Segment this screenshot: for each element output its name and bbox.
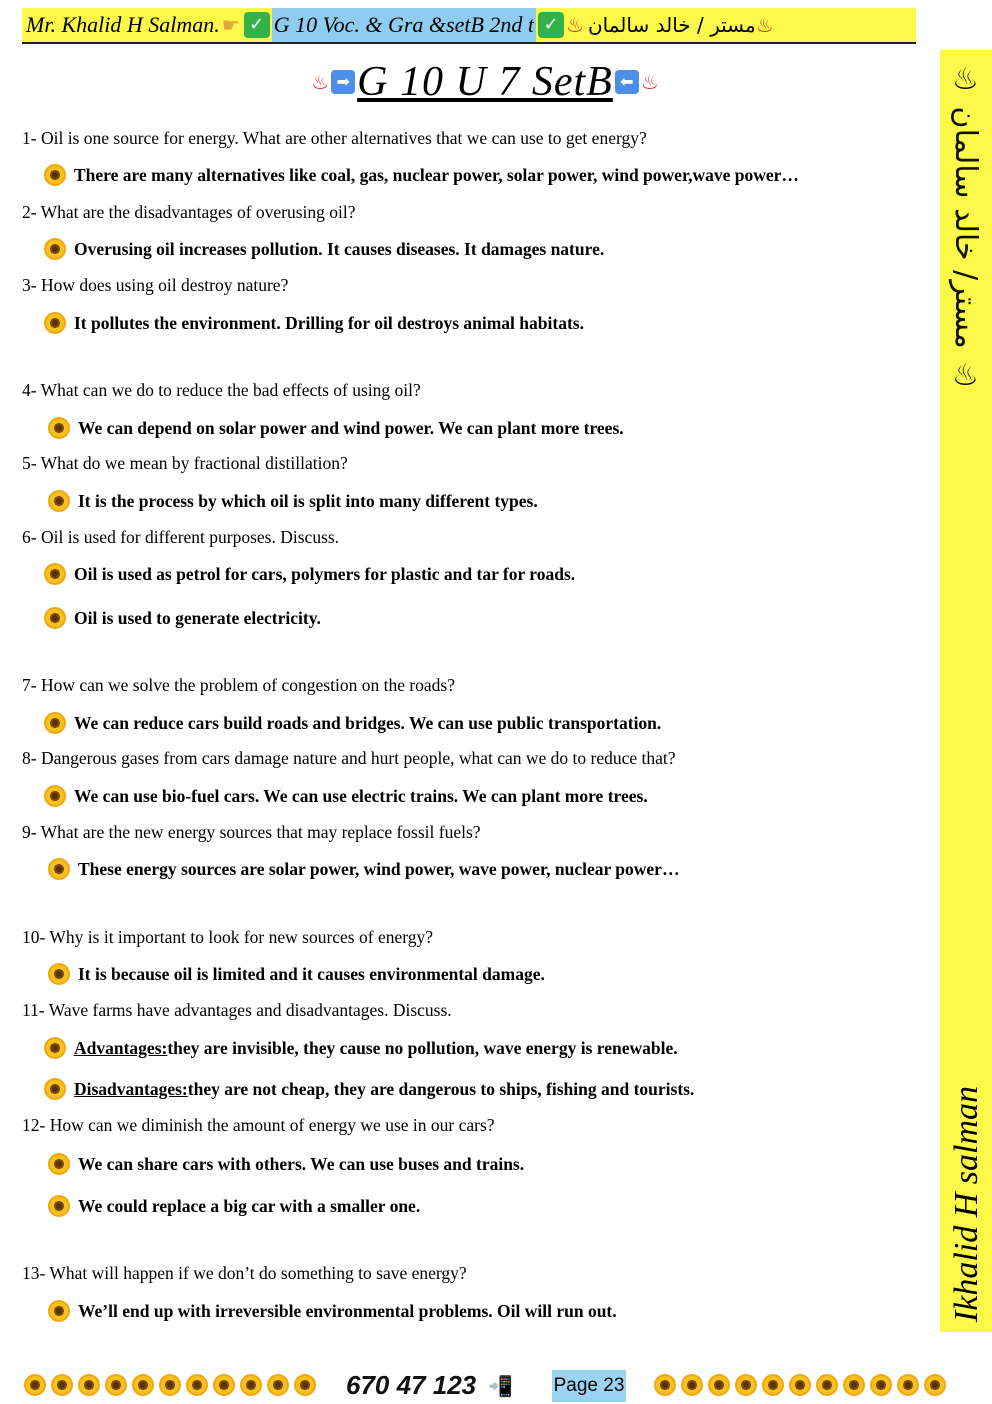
mobile-phone-arrow-icon: 📲 [488,1374,513,1398]
check-icon: ✓ [244,12,270,38]
phone-number: 670 47 123 [346,1370,477,1400]
sunflower-icon [44,712,66,734]
sunflower-icon [44,607,66,629]
question: 6- Oil is used for different purposes. Discuss. [22,527,340,547]
answer: It is because oil is limited and it causes environmental damage. [48,963,545,985]
sunflower-icon [870,1374,892,1396]
sunflower-icon [44,238,66,260]
sunflower-icon [48,1153,70,1175]
answer: Advantages: they are invisible, they cause no pollution, wave energy is renewable. [44,1037,678,1059]
sunflower-icon [48,963,70,985]
qa-item [22,527,339,548]
question: 2- What are the disadvantages of overusing oil? [22,202,356,222]
sunflower-icon [132,1374,154,1396]
sunflower-icon [48,490,70,512]
sunflower-icon [48,858,70,880]
qa-item [22,202,356,223]
answer: Oil is used as petrol for cars, polymers for plastic and tar for roads. [44,563,575,585]
question: 5- What do we mean by fractional distillation? [22,453,348,473]
sidebar-arabic-name: ♨ مستر/ خالد سالمان ♨ [948,62,983,394]
sidebar-author-name: Ikhalid H salman [948,1085,985,1322]
page-number: Page 23 [552,1370,626,1402]
sunflower-icon [48,417,70,439]
qa-item [22,822,481,843]
question: 12- How can we diminish the amount of energy we use in our cars? [22,1115,495,1135]
sunflower-icon [44,312,66,334]
sunflower-icon [240,1374,262,1396]
left-arrow-icon: ⬅ [615,70,639,94]
answer: Oil is used to generate electricity. [44,607,321,629]
qa-item [22,128,647,149]
answer: We could replace a big car with a smaller one. [48,1195,420,1217]
answer: Disadvantages: they are not cheap, they are dangerous to ships, fishing and tourists. [44,1078,694,1100]
sunflower-row-left [24,1374,321,1396]
question: 1- Oil is one source for energy. What are other alternatives that we can use to get energy? [22,128,647,148]
hot-springs-icon: ♨ [311,70,330,94]
sunflower-row-right [654,1374,951,1396]
question: 11- Wave farms have advantages and disadvantages. Discuss. [22,1000,452,1020]
sunflower-icon [762,1374,784,1396]
sunflower-icon [681,1374,703,1396]
answer: These energy sources are solar power, wind power, wave power, nuclear power… [48,858,679,880]
sunflower-icon [44,785,66,807]
answer: We can share cars with others. We can use buses and trains. [48,1153,524,1175]
question: 7- How can we solve the problem of congestion on the roads? [22,675,456,695]
hot-springs-icon: ♨ [566,13,584,37]
hot-springs-icon: ♨ [640,70,659,94]
question: 8- Dangerous gases from cars damage nature and hurt people, what can we do to reduce that? [22,748,676,768]
header-author: Mr. Khalid H Salman. [26,12,220,37]
header-arabic-name: مستر / خالد سالمان [587,13,756,37]
qa-item [22,1115,495,1136]
header-course: G 10 Voc. & Gra &setB 2nd t [272,8,536,42]
advantages-label: Advantages: [74,1037,168,1058]
qa-item [22,927,433,948]
right-sidebar [940,50,992,1332]
answer: It is the process by which oil is split into many different types. [48,490,538,512]
header-bar [22,8,916,44]
answer: We’ll end up with irreversible environmental problems. Oil will run out. [48,1300,617,1322]
qa-item [22,675,455,696]
sunflower-icon [44,1037,66,1059]
qa-item [22,1000,452,1021]
sunflower-icon [48,1195,70,1217]
page-title [270,58,700,106]
sunflower-icon [78,1374,100,1396]
sunflower-icon [924,1374,946,1396]
answer: We can depend on solar power and wind power. We can plant more trees. [48,417,624,439]
sunflower-icon [294,1374,316,1396]
qa-item [22,380,421,401]
sunflower-icon [105,1374,127,1396]
answer: Overusing oil increases pollution. It causes diseases. It damages nature. [44,238,604,260]
hot-springs-icon: ♨ [755,13,774,37]
right-arrow-icon: ➡ [331,70,355,94]
question: 9- What are the new energy sources that may replace fossil fuels? [22,822,481,842]
answer: It pollutes the environment. Drilling for oil destroys animal habitats. [44,312,584,334]
sunflower-icon [267,1374,289,1396]
answer: There are many alternatives like coal, gas, nuclear power, solar power, wind power,wave power… [44,164,799,186]
sunflower-icon [186,1374,208,1396]
sunflower-icon [213,1374,235,1396]
sunflower-icon [48,1300,70,1322]
sunflower-icon [44,563,66,585]
footer [0,1370,992,1404]
answer: We can use bio-fuel cars. We can use electric trains. We can plant more trees. [44,785,648,807]
qa-item [22,275,288,296]
disadvantages-label: Disadvantages: [74,1078,188,1099]
question: 10- Why is it important to look for new sources of energy? [22,927,434,947]
qa-item [22,453,348,474]
sunflower-icon [24,1374,46,1396]
title-text: G 10 U 7 SetB [357,59,613,105]
qa-item [22,1263,467,1284]
sunflower-icon [789,1374,811,1396]
qa-item [22,748,676,769]
sunflower-icon [735,1374,757,1396]
sunflower-icon [654,1374,676,1396]
sunflower-icon [708,1374,730,1396]
sunflower-icon [44,1078,66,1100]
check-icon: ✓ [538,12,564,38]
question: 4- What can we do to reduce the bad effects of using oil? [22,380,421,400]
question: 3- How does using oil destroy nature? [22,275,289,295]
question: 13- What will happen if we don’t do something to save energy? [22,1263,467,1283]
sunflower-icon [44,164,66,186]
sunflower-icon [816,1374,838,1396]
sunflower-icon [897,1374,919,1396]
answer: We can reduce cars build roads and bridges. We can use public transportation. [44,712,661,734]
sunflower-icon [159,1374,181,1396]
pointing-hand-icon: ☛ [221,13,240,37]
sunflower-icon [843,1374,865,1396]
sunflower-icon [51,1374,73,1396]
